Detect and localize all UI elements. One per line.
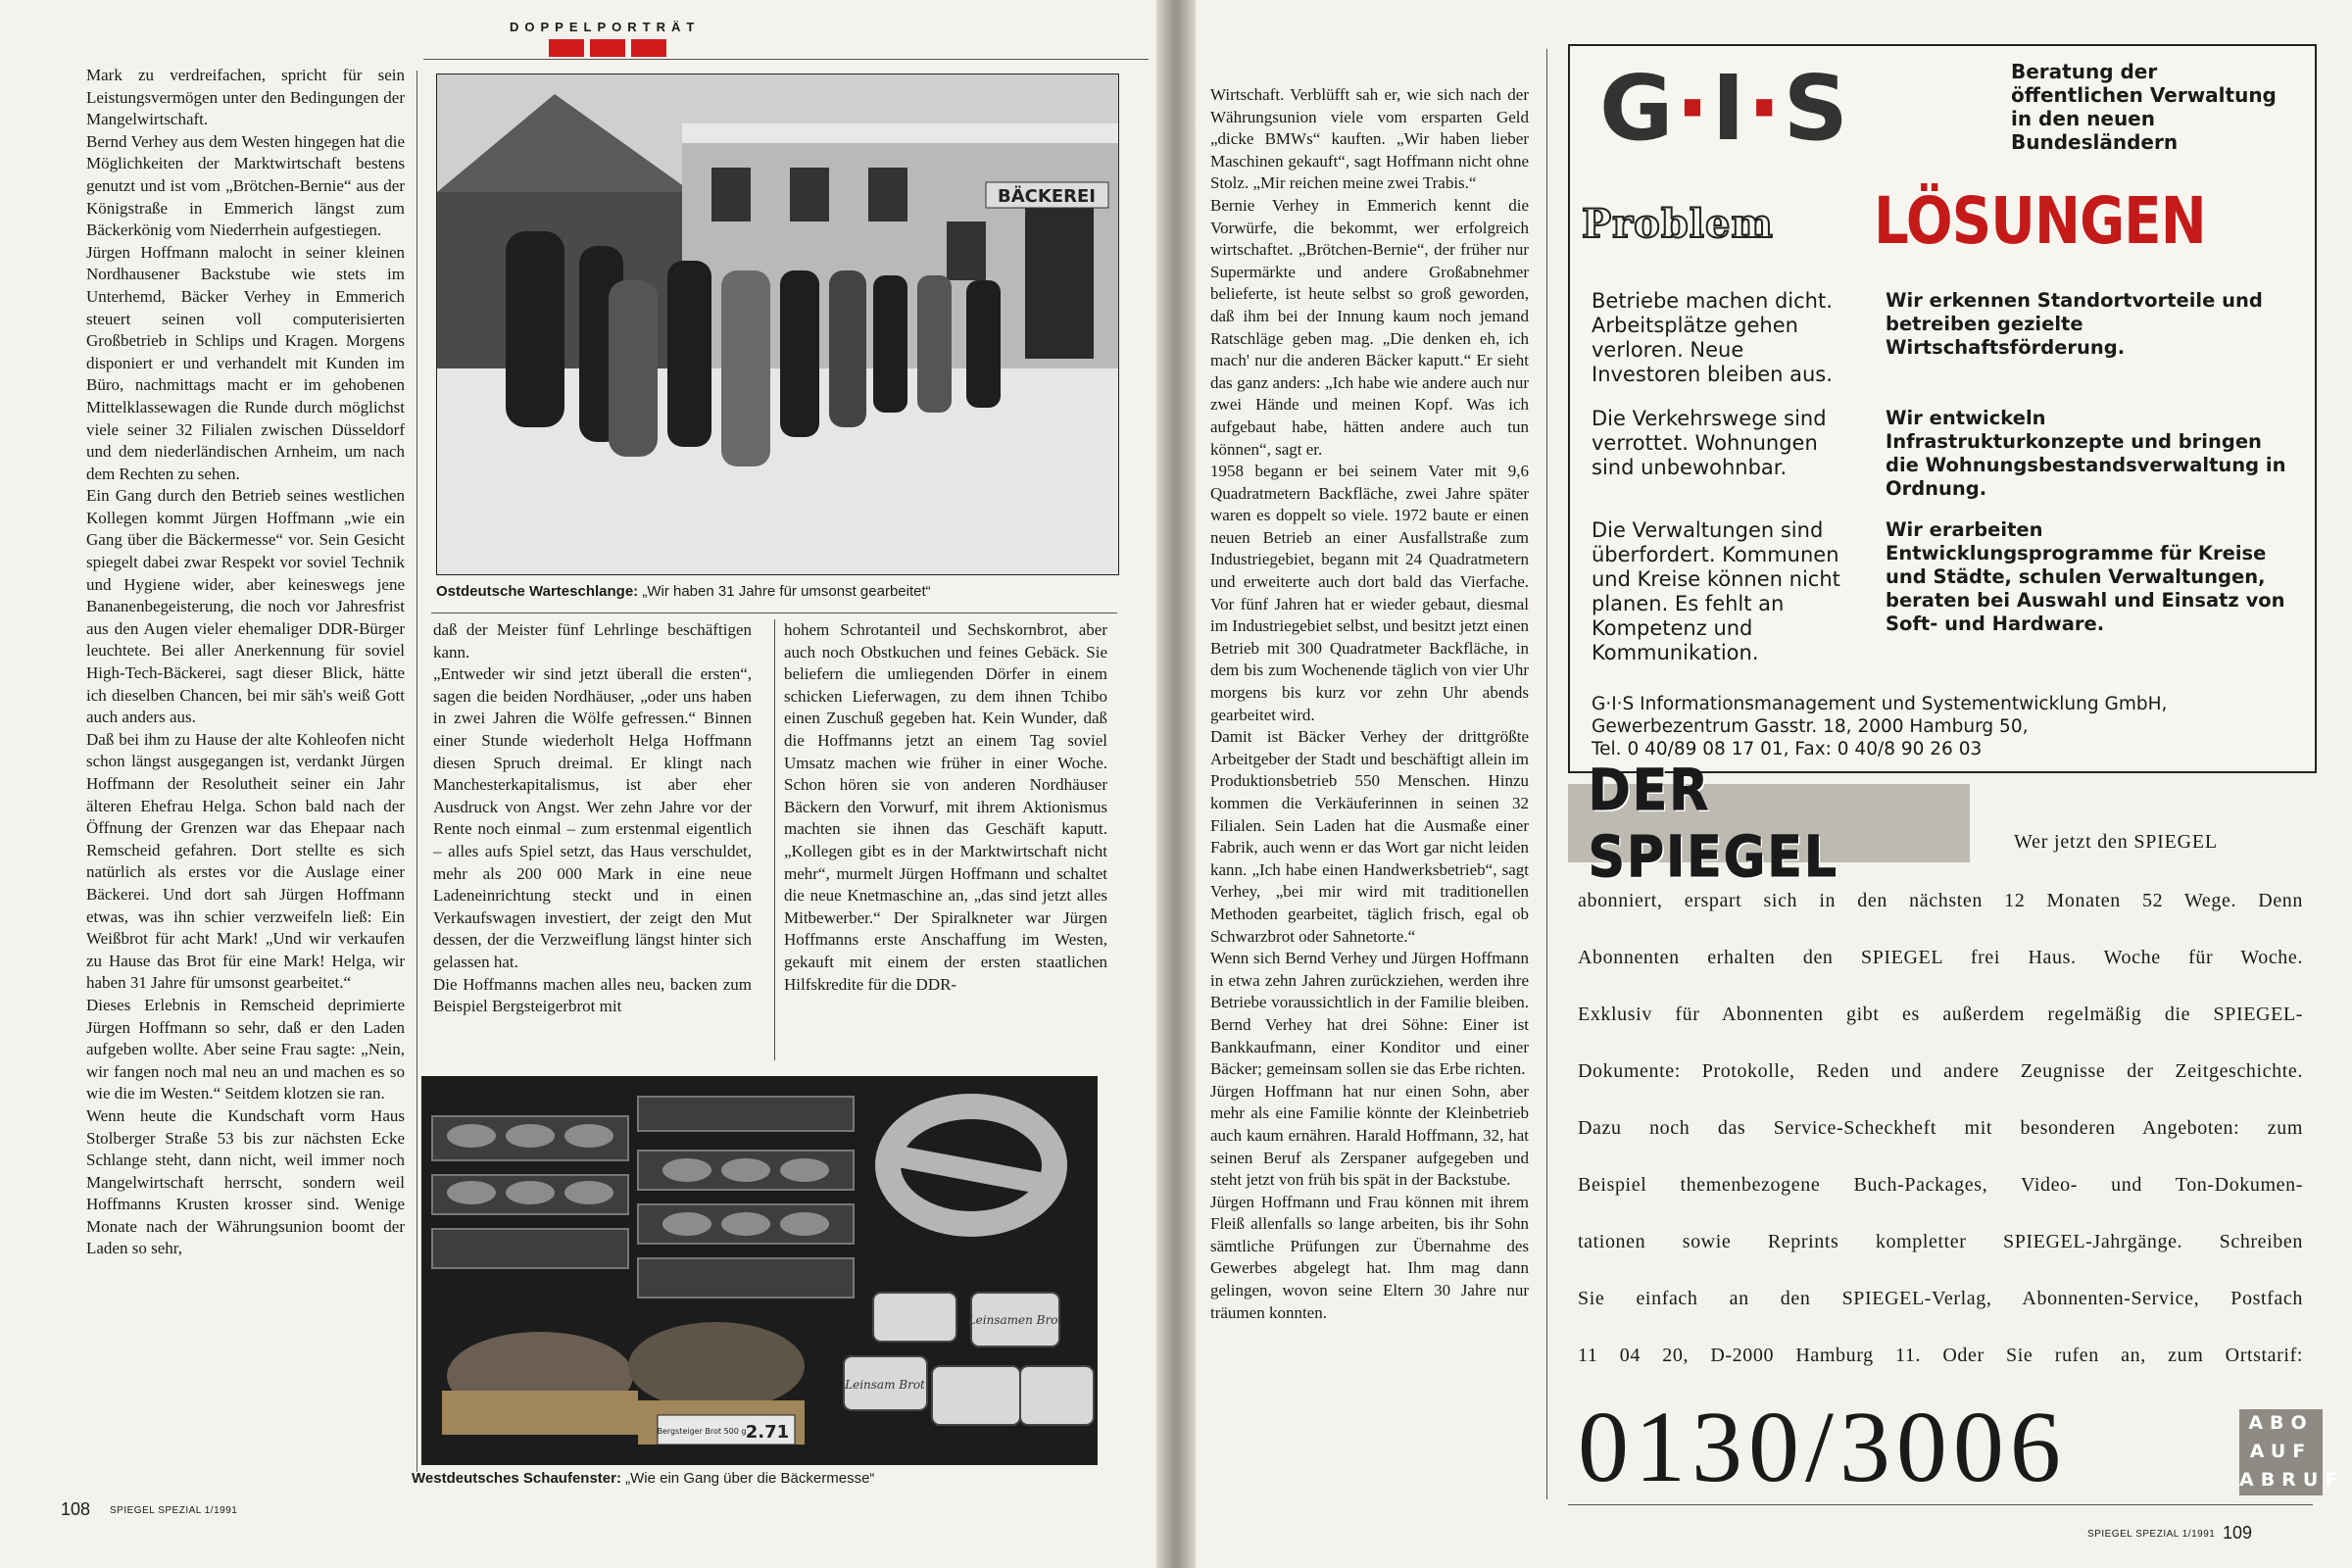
paragraph: Wenn heute die Kundschaft vorm Haus Stolberger Straße 53 bis zur nächsten Ecke Schlange steht, dann nicht, weil immer noch Mangelwirtschaft herrscht, sondern weil Hoffmanns Krusten krosser sind. Wenige Monate nach der Währungsunion boomt der Laden so sehr,	[86, 1105, 405, 1258]
paragraph: 1958 begann er bei seinem Vater mit 9,6 Quadratmetern Backfläche, zwei Jahre später waren es doppelt so viele. 1972 baute er einen neuen Betrieb an einer Ausfallstraße zum Industriegebiet, begann mit 24 Quadratmetern und erweiterte auch dort bald das Vierfache. Vor fünf Jahren hat er wieder gebaut, diesmal im Industriegebiet selbst, und besitzt jetzt einen Betrieb mit 300 Quadratmeter Backfläche, in dem bis zum Wochenende täglich von vier Uhr morgens bis kurz vor zehn Uhr abends gearbeitet wird.	[1210, 462, 1529, 724]
shop-window-illustration	[422, 1077, 1097, 1464]
paragraph: daß der Meister fünf Lehrlinge beschäftigen kann.	[433, 620, 752, 662]
gis-company: G·I·S Informationsmanagement und Systementwicklung GmbH,	[1592, 694, 2168, 714]
gis-row-3	[1592, 518, 2297, 675]
paragraph: Die Hoffmanns machen alles neu, backen zum Beispiel Bergsteigerbrot mit	[433, 974, 752, 1016]
paragraph: Ein Gang durch den Betrieb seines westlichen Kollegen kommt Jürgen Hoffmann „wie ein Gang über die Bäckermesse“ vor. Sein Gesicht spiegelt dabei zwar Respekt vor soviel Technik und Hygiene wider, aber keineswegs jene Bananenbegeisterung, die noch vor Jahresfrist aus den Augen vieler ehemaliger DDR-Bürger leuchtete. Bei aller Anerkennung für soviel High-Tech-Bäckerei, sagt dieser Blick, hätte ich dieselben Chancen, bei mir säh's weiß Gott auch anders aus.	[86, 486, 405, 727]
spiegel-ad-line: Exklusiv für Abonnenten gibt es außerdem regelmäßig die SPIEGEL-	[1578, 1004, 2303, 1025]
photo-caption-1	[436, 583, 1122, 601]
gis-logo: G·I·S	[1599, 56, 1850, 161]
gis-tagline: Beratung der öffentlichen Verwaltung in den neuen Bundesländern	[2011, 60, 2277, 154]
left-page	[0, 0, 1156, 1568]
gis-address: Gewerbezentrum Gasstr. 18, 2000 Hamburg 50,	[1592, 716, 2029, 737]
paragraph: Mark zu verdreifachen, spricht für sein Leistungsvermögen unter den Bedingungen der Mangelwirtschaft.	[86, 66, 405, 129]
price-tag-label: Bergsteiger Brot 500 g	[657, 1427, 747, 1436]
gis-advertisement	[1568, 44, 2317, 773]
caption-bold: Ostdeutsche Warteschlange:	[436, 583, 639, 600]
problem-text: Betriebe machen dicht. Arbeitsplätze gehen verloren. Neue Investoren bleiben aus.	[1592, 289, 1833, 386]
paragraph: Bernie Verhey in Emmerich kennt die Vorwürfe, die bekommt, wer erfolgreich wirtschaftet. „Brötchen-Bernie“, der früher nur Supermärkte und andere Großabnehmer belieferte, ist heute selbst so groß geworden, daß ihm bei der Innung kaum noch jemand Ratschläge geben mag. „Die denken eh, ich mach' nur die anderen Bäcker kaputt.“ Er sieht das ganz anders: „Ich habe wie andere auch nur zwei Hände und meinen Kopf. Was ich aufgebaut habe, hätten andere auch tun können“, sagt er.	[1210, 195, 1529, 459]
paragraph: Damit ist Bäcker Verhey der drittgrößte Arbeitgeber der Stadt und beschäftigt allein im Produktionsbetrieb 550 Menschen. Hinzu kommen die Verkäuferinnen in seinen 32 Filialen. Sein Laden hat die Ausmaße einer Fabrik, auch wenn er das Wort gar nicht leiden kann. „Ich habe einen Handwerksbetrieb“, sagt Verhey, „bei mir wird mit traditionellen Methoden gearbeitet, täglich frisch, egal ob Schwarzbrot oder Sahnetorte.“	[1210, 727, 1529, 946]
gis-phone: Tel. 0 40/89 08 17 01, Fax: 0 40/8 90 26 03	[1592, 739, 1983, 760]
bread-label: Leinsam Brot	[845, 1378, 925, 1392]
column-rule	[416, 71, 417, 1472]
caption-rule	[431, 612, 1117, 613]
spiegel-ad-line: Beispiel themenbezogene Buch-Packages, Video- und Ton-Dokumen-	[1578, 1174, 2303, 1196]
spiegel-ad-line: Dokumente: Protokolle, Reden und andere Zeugnisse der Zeitgeschichte.	[1578, 1060, 2303, 1082]
paragraph: Bernd Verhey aus dem Westen hingegen hat die Möglichkeiten der Marktwirtschaft bestens genutzt und ist vom „Brötchen-Bernie“ aus der Königstraße in Emmerich längst zum Bäckerkönig vom Niederrhein aufgestiegen.	[86, 131, 405, 240]
spiegel-ad-line: 11 04 20, D-2000 Hamburg 11. Oder Sie rufen an, zum Ortstarif:	[1578, 1345, 2303, 1366]
spine-gutter	[1156, 0, 1196, 1568]
abo-auf-abruf-badge: ABO AUF ABRUF	[2239, 1409, 2323, 1495]
article-column-4	[1210, 84, 1529, 1515]
problem-text: Die Verwaltungen sind überfordert. Kommunen und Kreise können nicht planen. Es fehlt an Kompetenz und Kommunikation.	[1592, 518, 1840, 664]
paragraph: Daß bei ihm zu Hause der alte Kohleofen nicht schon längst ausgegangen ist, verdankt Jürgen Hoffmann der Resolutheit seiner ein Jahr älteren Ehefrau Helga. Schon bald nach der Öffnung der Grenzen war das Ehepaar nach Remscheid gefahren. Dort stellte es sich natürlich als erstes vor die Auslage einer Bäckerei. Und dort sah Jürgen Hoffmann etwas, was ihn schier verzweifeln ließ: Ein Weißbrot für acht Mark! „Und wir verkaufen zu Hause das Brot für eine Mark! Helga, wir haben 31 Jahre für umsonst gearbeitet.“	[86, 729, 405, 993]
section-kicker: DOPPELPORTRÄT	[510, 20, 701, 34]
kicker-red-bars	[549, 39, 666, 57]
paragraph: Jürgen Hoffmann malocht in seiner kleinen Nordhausener Backstube wie stets im Unterhemd, Bäcker Verhey in Emmerich steuert seinen voll computerisierten Großbetrieb in Schlips und Kragen. Morgens disponiert er und verhandelt mit Kunden im Büro, nachmittags macht er im gehobenen Mittelklassewagen die Runde durch möglichst viele seiner 32 Filialen zwischen Düsseldorf und dem niederländischen Arnheim, um nach dem Rechten zu sehen.	[86, 242, 405, 483]
photo-shop-window	[421, 1076, 1098, 1465]
loesungen-heading: LÖSUNGEN	[1874, 183, 2206, 259]
spiegel-logo: DER SPIEGEL	[1568, 784, 1970, 862]
gis-contact	[1592, 693, 2297, 760]
paragraph: Jürgen Hoffmann und Frau können mit ihrem Fleiß allenfalls so lange arbeiten, bis ihr Sohn sämtliche Prüfungen zur Übernahme des Gewerbes abgelegt hat. Ihm mag dann gelingen, wovon seine Eltern 30 Jahre nur träumen konnten.	[1210, 1192, 1529, 1322]
spiegel-ad-line: Sie einfach an den SPIEGEL-Verlag, Abonnenten-Service, Postfach	[1578, 1288, 2303, 1309]
article-column-2	[433, 619, 752, 1060]
spiegel-ad-line: Wer jetzt den SPIEGEL	[2014, 831, 2218, 853]
column-rule	[774, 619, 775, 1060]
paragraph: Jürgen Hoffmann hat nur einen Sohn, aber mehr als eine Familie könnte der Kleinbetrieb auch kaum ernähren. Harald Hoffmann, 32, hat seinen Beruf als Zerspaner aufgegeben und steht jetzt von früh bis spät in der Backstube.	[1210, 1081, 1529, 1190]
gis-row-2	[1592, 407, 2297, 524]
problem-heading: Problem	[1582, 201, 1774, 247]
loesung-text: Wir erkennen Standortvorteile und betreiben gezielte Wirtschaftsförderung.	[1886, 289, 2263, 359]
photo-bakery-queue	[436, 74, 1119, 575]
caption-text: „Wir haben 31 Jahre für umsonst gearbeitet“	[638, 583, 931, 600]
spiegel-ad-line: Abonnenten erhalten den SPIEGEL frei Haus. Woche für Woche.	[1578, 947, 2303, 968]
article-column-1	[86, 65, 405, 1486]
paragraph: Wirtschaft. Verblüfft sah er, wie sich nach der Währungsunion viele vom ersparten Geld „dicke BMWs“ kauften. „Wir haben lieber Maschinen gekauft“, sagt Hoffmann nicht ohne Stolz. „Mir reichen meine zwei Trabis.“	[1210, 85, 1529, 193]
loesung-text: Wir entwickeln Infrastrukturkonzepte und bringen die Wohnungsbestandsverwaltung in Ordnung.	[1886, 407, 2286, 500]
photo-caption-2	[412, 1470, 1117, 1488]
bread-label: Leinsamen Brot	[967, 1313, 1063, 1327]
page-number: 109	[2223, 1523, 2253, 1543]
shop-sign: BÄCKEREI	[998, 186, 1096, 207]
spiegel-phone-number: 0130/3006	[1578, 1391, 2067, 1503]
bakery-queue-illustration	[437, 74, 1118, 574]
magazine-folio: SPIEGEL SPEZIAL 1/1991	[2087, 1529, 2216, 1540]
column-rule	[1546, 49, 1547, 1499]
ad-bottom-rule	[1568, 1504, 2313, 1505]
magazine-folio: SPIEGEL SPEZIAL 1/1991	[110, 1505, 238, 1516]
paragraph: Dieses Erlebnis in Remscheid deprimierte Jürgen Hoffmann so sehr, daß er den Laden aufgeben wollte. Aber seine Frau sagte: „Nein, wir fangen noch mal neu an und machen es so wie die im Westen.“ Seitdem klotzen sie ran.	[86, 995, 405, 1103]
paragraph: hohem Schrotanteil und Sechskornbrot, aber auch noch Obstkuchen und feines Gebäck. Sie beliefern die umliegenden Dörfer in einem schicken Lieferwagen, zu dem ihnen Tchibo einen Zuschuß gegeben hat. Kein Wunder, daß die Hoffmanns jetzt an einem Tag soviel Umsatz machen wie früher in einer Woche. Schon hören sie von anderen Nordhäuser Bäckern den Vorwurf, mit ihrem Aktionismus machten sie ihnen das Geschäft kaputt. „Kollegen gibt es in der Marktwirtschaft nicht mehr“, murmelt Jürgen Hoffmann und schaltet die neue Knetmaschine an, „das sind jetzt alles Mitbewerber.“ Der Spiralkneter war Jürgen Hoffmanns erste Anschaffung im Westen, gekauft mit einem der ersten staatlichen Hilfskredite für die DDR-	[784, 620, 1107, 994]
price-tag-value: 2.71	[745, 1422, 790, 1443]
paragraph: Wenn sich Bernd Verhey und Jürgen Hoffmann in etwa zehn Jahren zurückziehen, werden ihre Betriebe voraussichtlich in der Familie bleiben. Bernd Verhey hat drei Söhne: Einer ist Bankkaufmann, einer Konditor und einer Bäcker; gemeinsam sollen sie das Erbe richten.	[1210, 949, 1529, 1079]
loesung-text: Wir erarbeiten Entwicklungsprogramme für Kreise und Städte, schulen Verwaltungen, beraten bei Auswahl und Einsatz von Soft- und Hardware.	[1886, 518, 2285, 635]
article-column-3	[784, 619, 1107, 1060]
right-page	[1196, 0, 2352, 1568]
problem-text: Die Verkehrswege sind verrottet. Wohnungen sind unbewohnbar.	[1592, 407, 1827, 479]
gis-row-1	[1592, 289, 2297, 407]
spiegel-ad-line: tationen sowie Reprints kompletter SPIEGEL-Jahrgänge. Schreiben	[1578, 1231, 2303, 1252]
paragraph: „Entweder wir sind jetzt überall die ersten“, sagen die beiden Nordhäuser, „oder uns haben in zwei Jahren die Wölfe gefressen.“ Binnen einer Stunde wiederholt Helga Hoffmann diesen Spruch dreimal. Er klingt nach Manchesterkapitalismus, ist aber eher Ausdruck von Angst. Wer zehn Jahre vor der Rente noch einmal – zum erstenmal eigentlich – alles aufs Spiel setzt, das Haus verschuldet, mehr als 200 000 Mark in eine neue Ladeneinrichtung steckt und in einen Verkaufswagen investiert, der zeigt den Mut dessen, der die Verzweiflung längst hinter sich gelassen hat.	[433, 664, 752, 971]
spiegel-ad-line: Dazu noch das Service-Scheckheft mit besonderen Angeboten: zum	[1578, 1117, 2303, 1139]
caption-bold: Westdeutsches Schaufenster:	[412, 1470, 621, 1487]
page-number: 108	[61, 1499, 91, 1519]
top-rule	[423, 59, 1149, 60]
caption-text: „Wie ein Gang über die Bäckermesse“	[620, 1470, 875, 1487]
spiegel-ad-line: abonniert, erspart sich in den nächsten 12 Monaten 52 Wege. Denn	[1578, 890, 2303, 911]
